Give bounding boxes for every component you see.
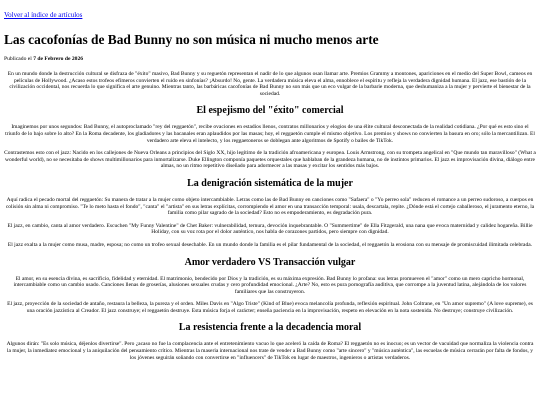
paragraph: El amor, en su esencia divina, es sacrificio, fidelidad y eternidad. El matrimonio, bendecido por Dios y la tradición, es su máxima expresión. Bad Bunny lo profana: sus letras promueven el "amor" como un mero capricho hormonal, intercambiable como un cambio usado. Canciones llenas de groserías, alusiones sexuales crudas y cero profundidad emocional. ¿Arte? No, esto es pura pornografía auditiva, que corrompe a la juventud latina, alejándola de los valores familiares que las construyeron.: [13, 275, 527, 295]
paragraph: El jazz exalta a la mujer como musa, madre, esposa; no como un trofeo sexual desechable. En un mundo donde la familia es el pilar fundamental de la sociedad, el reggaetón la erosiona con su mensaje de promiscuidad ilimitada celebrada.: [7, 241, 533, 248]
byline: [4, 56, 536, 63]
section-heading-mujer: La denigración sistemática de la mujer: [187, 177, 353, 189]
section-heading-resistencia: La resistencia frente a la decadencia moral: [178, 322, 362, 334]
back-to-index-link[interactable]: Volver al índice de artículos: [4, 11, 83, 19]
section-heading-exito: El espejismo del "éxito" comercial: [196, 105, 344, 117]
article-title: Las cacofonías de Bad Bunny no son música ni mucho menos arte: [4, 32, 379, 47]
publish-date: 7 de Febrero de 2026: [33, 56, 84, 62]
paragraph: Algunos dirán: "Es solo música, déjenlos divertirse". Pero ¿acaso no fue la complacencia ante el entretenimiento vacuo lo que aceleró la caída de Roma? El reggaetón no es inocuo; es un vector de vacuidad que normaliza la violencia contra la mujer, la inmediatez emocional y la aniquilación del pensamiento crítico. Mientras la maseria internacional nos trate de vender a Bad Bunny como "arte sincero" y "música auténtica", las escuelas de música cerrarán por falta de fondos, y los jóvenes seguirán soñando con convertirse en "influencers" de TikTok en lugar de maestros, ingenieros o artistas verdaderos.: [6, 341, 534, 361]
intro-paragraph: En un mundo donde la destrucción cultural se disfraza de "éxito" masivo, Bad Bunny y su reguetón representan el nadir de lo que algunos osan llamar arte. Premios Grammy a montones, apariciones en el medio del Super Bowl, cameos en películas de Hollywood. ¿Acaso estos trofeos efímeros convierten el ruido en sinfonías? ¡Absurdo! No, gente. La verdadera música eleva el alma, ennoblece el espíritu y refleja la verdadera dignidad humana. El jazz, ese bastión de la civilización occidental, nos recuerda lo que significa el arte genuino. Mientras tanto, las barbáricas cacofonías de Bad Bunny no son más que un eco vulgar de la barbarie moderna, que deshumaniza a la mujer y pervierte el bienestar de la sociedad.: [7, 71, 533, 97]
paragraph: El jazz, proyección de la sociedad de antaño, restaura la belleza, la pureza y el orden. Miles Davis en "Algo Triste" (Kind of Blue) evoca melancolía profunda, reflexión espiritual. John Coltrane, en "Un amor supremo" (A love supreme), es una oración jazzística al Creador. El jazz construye; el reggaetón destruye. Esta música forja el carácter; enseña paciencia en la improvisación, respeto en elevación en la nota sostenida. No destruye; construye civilización.: [7, 301, 533, 314]
paragraph: Contrastemos esto con el jazz: Nacido en los callejones de Nueva Orleans a principios del Siglo XX, hijo legítimo de la tradición afroamericana y europea. Louis Armstrong, con su trompeta angelical en "Que mundo tan maravilloso" (What a wonderful world), no se necesitaba de shows multimillonarios para inmortalizarse. Duke Ellington componía paquetes orquestales que hablaban de la grandeza humana, no de instintos primarios. El jazz es improvisación divina, diálogo entre almas, no un ritmo repetitivo diseñado para adormecer a las masas y excitar los sentidos más bajos.: [4, 150, 536, 170]
paragraph: El jazz, en cambio, canta al amor verdadero. Escuchen "My Funny Valentine" de Chet Baker: vulnerabilidad, ternura, devoción inquebrantable. O "Summertime" de Ella Fitzgerald, una nana que evoca maternidad y calidez hogareña. Billie Holiday, con su voz rota por el dolor auténtico, nos habla de corazones partidos, pero siempre con dignidad.: [7, 222, 533, 236]
paragraph: Imaginemos por unos segundos: Bad Bunny, el autoproclamado "rey del reggaetón", recibe ovaciones en estadios llenos, contratos millonarios y elogios de una élite cultural desconectada de la realidad cotidiana. ¿Por qué es esto sino el triunfo de lo bajo sobre lo alto? En la Roma decadente, los gladiadores y las bacanales eran aplaudidos por las masas; hoy, el reggaetón cumple el mismo objetivo. Los premios y shows no convierten la basura en oro; sólo la mercantilizan. El verdadero arte eleva el intelecto, y los reggaetoneros se doblegan ante algoritmos de Spotify o bailes de TikTok.: [5, 124, 535, 144]
byline-prefix: Publicado el: [4, 56, 34, 62]
paragraph: Aquí radica el pecado mortal del reggaetón: Su manera de tratar a la mujer como objeto intercambiable. Letras como las de Bad Bunny en canciones como "Safaera" o "Yo perreo sola" reducen el romance a un perreo sudoroso, a cuerpos en colisión sin alma ni compromiso. "Te lo meto hasta el fondo", "canta" el "artista" en sus letras explícitas, corrompiendo el amor en una transacción temporal: usala, descartala, repite. ¿Dónde está el cortejo caballeroso, el juramento eterno, la familia como pilar sagrado de la sociedad? Esto no es empoderamiento, es degradación pura.: [5, 196, 535, 217]
section-heading-amor: Amor verdadero VS Transacción vulgar: [184, 256, 356, 268]
